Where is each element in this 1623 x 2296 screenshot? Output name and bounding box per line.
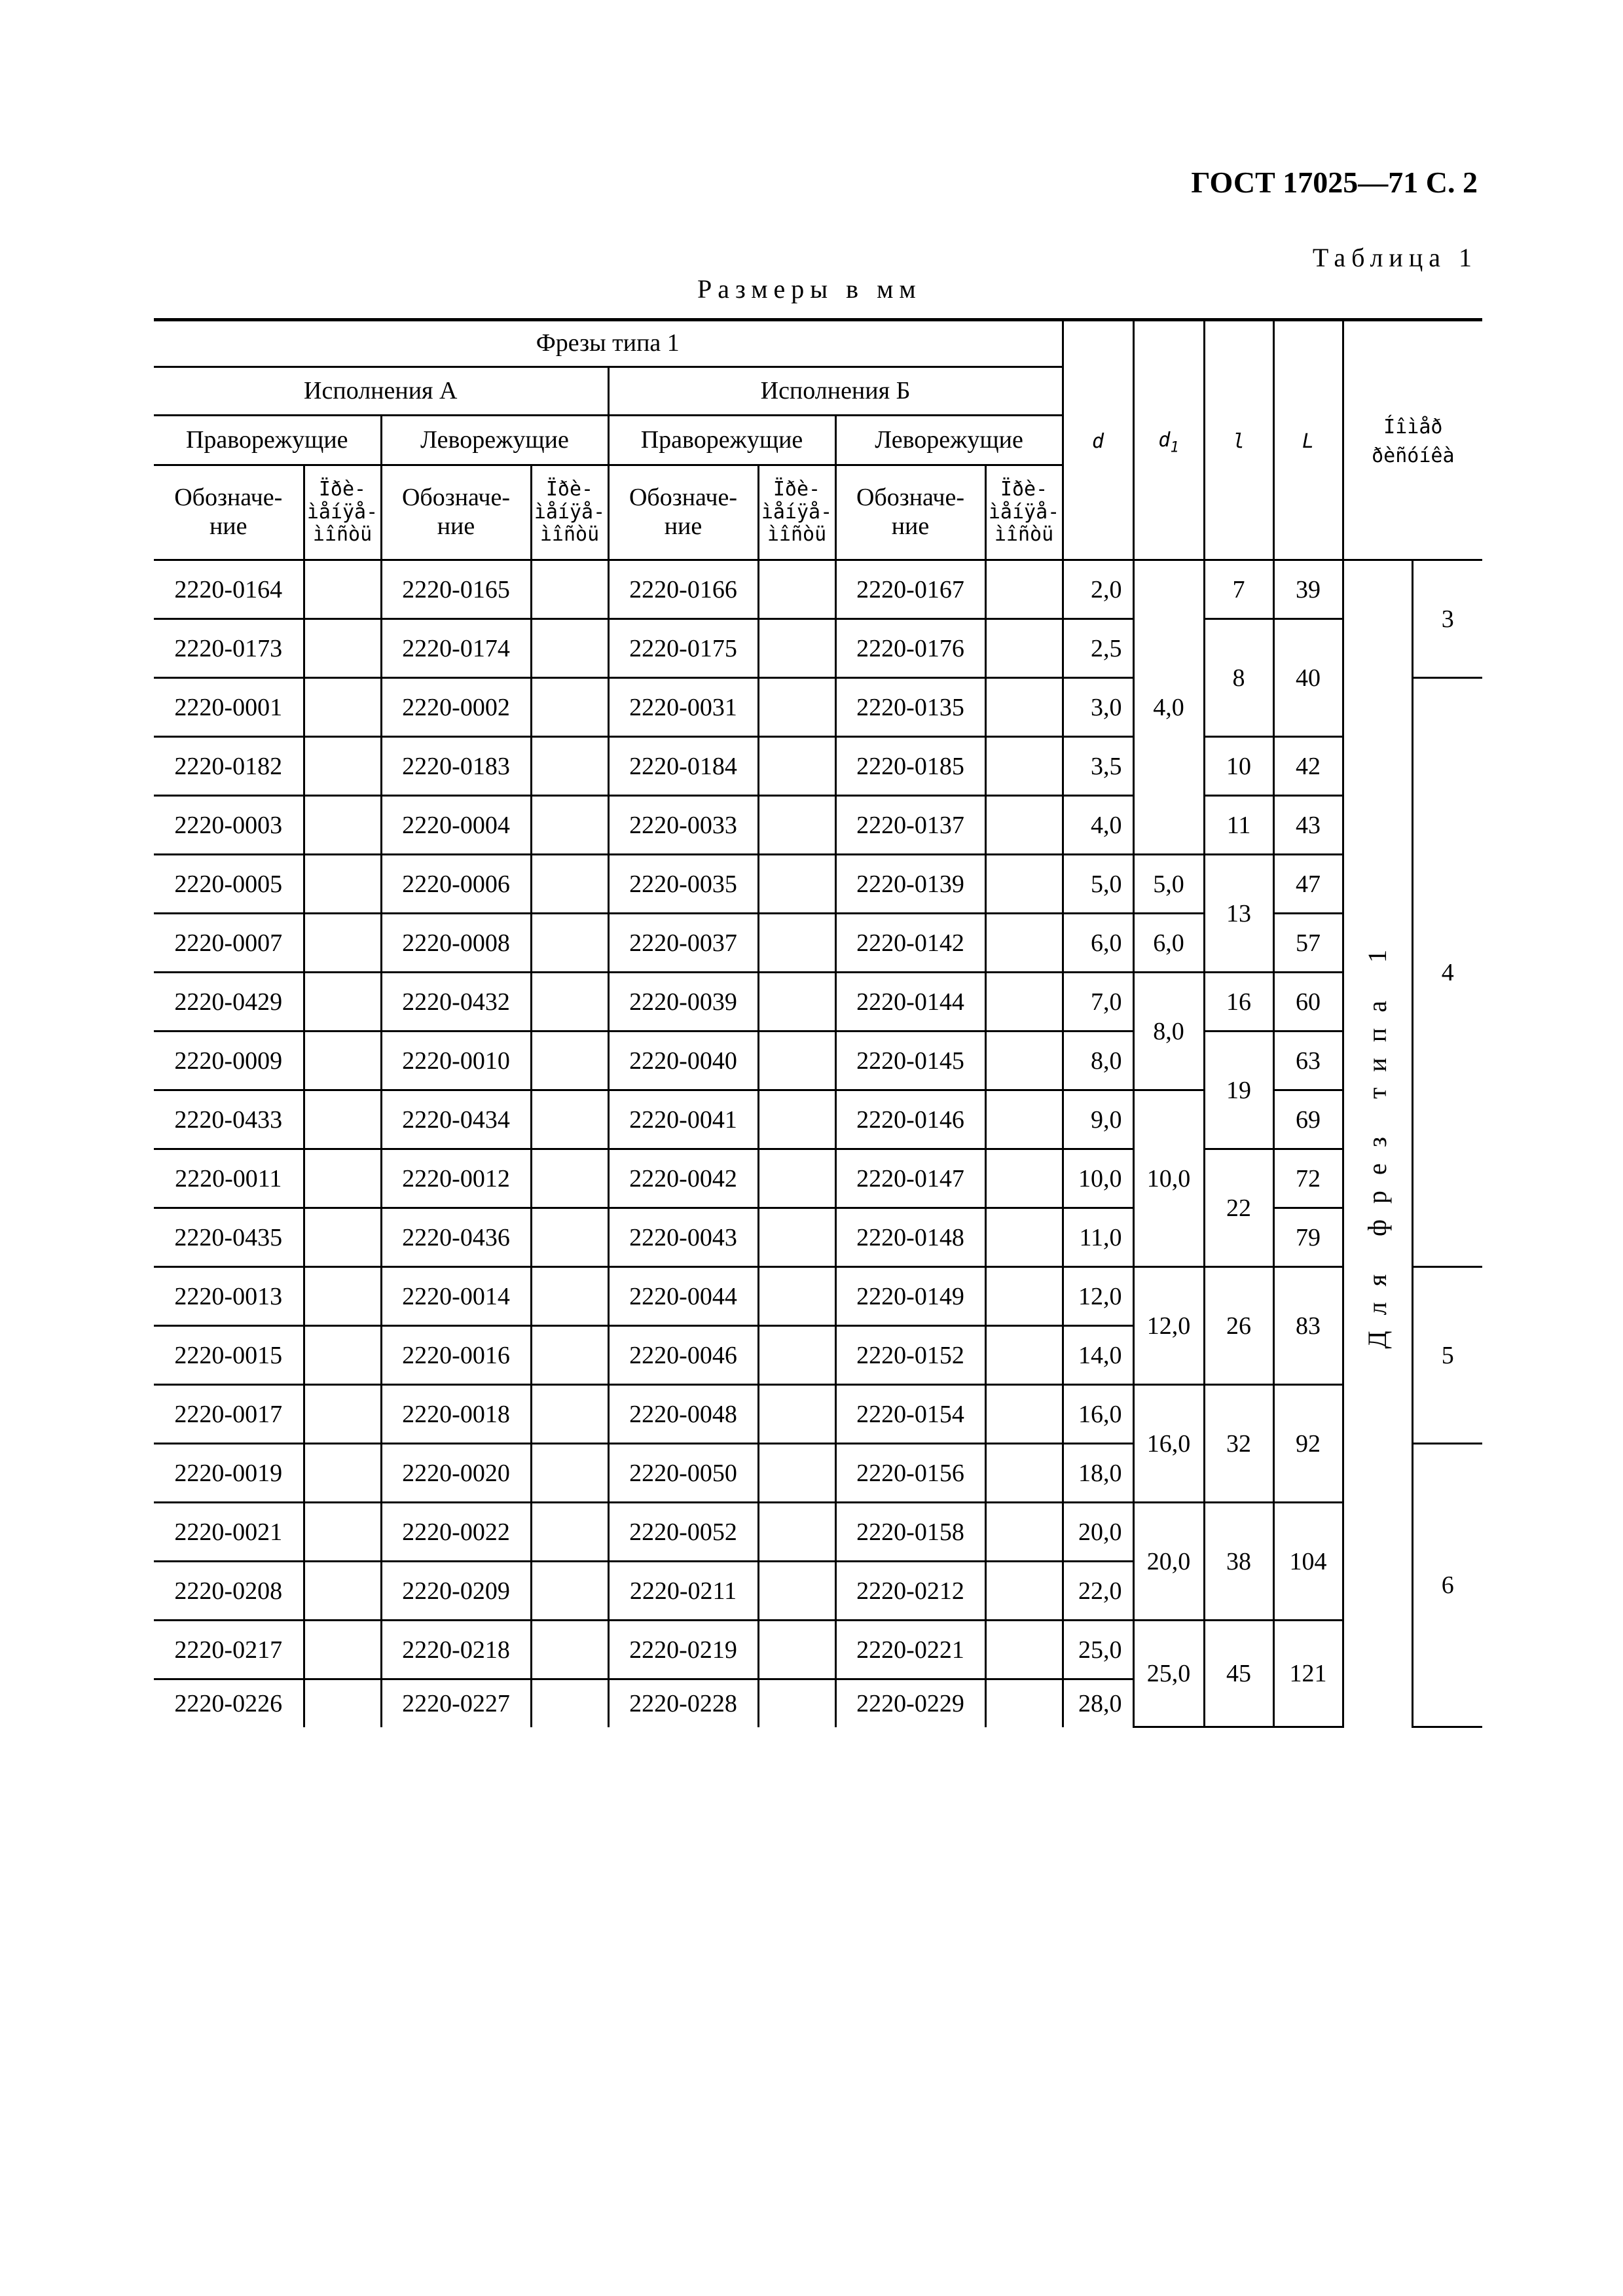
designation-cell: 2220-0429 — [154, 973, 304, 1031]
designation-cell: 2220-0217 — [154, 1621, 304, 1679]
col-L-symbol: L — [1302, 429, 1315, 453]
designation-cell: 2220-0212 — [835, 1562, 985, 1621]
designation-cell: 2220-0182 — [154, 737, 304, 796]
applicability-cell — [985, 1267, 1063, 1326]
table-row — [154, 1621, 1482, 1679]
designation-cell: 2220-0007 — [154, 914, 304, 973]
figure-number-cell: 5 — [1412, 1267, 1482, 1444]
group-title-cell: Фрезы типа 1 — [154, 320, 1063, 367]
L-value-cell: 57 — [1273, 914, 1343, 973]
applicability-cell — [304, 1208, 381, 1267]
applicability-cell — [758, 1031, 835, 1090]
applicability-cell — [531, 1385, 608, 1444]
designation-cell: 2220-0218 — [381, 1621, 531, 1679]
applicability-header: Ïðè- ìåíÿå- ìîñòü — [531, 465, 608, 560]
designation-cell: 2220-0008 — [381, 914, 531, 973]
applicability-cell — [985, 619, 1063, 678]
l-value-cell: 11 — [1204, 796, 1273, 855]
applicability-cell — [758, 678, 835, 737]
dimensions-table — [154, 318, 1482, 1728]
designation-cell: 2220-0015 — [154, 1326, 304, 1385]
d-value-cell: 18,0 — [1063, 1444, 1133, 1503]
applicability-cell — [985, 1444, 1063, 1503]
applicability-cell — [758, 737, 835, 796]
exec-a-left-cut-header: Леворежущие — [381, 416, 608, 465]
d1-value-cell: 12,0 — [1133, 1267, 1204, 1385]
applicability-cell — [304, 1326, 381, 1385]
designation-cell: 2220-0006 — [381, 855, 531, 914]
table-row — [154, 619, 1482, 678]
designation-cell: 2220-0002 — [381, 678, 531, 737]
applicability-cell — [758, 1208, 835, 1267]
col-d-header — [1063, 320, 1133, 560]
applicability-cell — [758, 1267, 835, 1326]
applicability-cell — [758, 1326, 835, 1385]
exec-b-left-cut-header: Леворежущие — [835, 416, 1063, 465]
designation-header: Обозначе- ние — [154, 465, 304, 560]
applicability-cell — [304, 1562, 381, 1621]
designation-cell: 2220-0004 — [381, 796, 531, 855]
table-row — [154, 914, 1482, 973]
designation-cell: 2220-0135 — [835, 678, 985, 737]
l-value-cell: 13 — [1204, 855, 1273, 973]
applicability-cell — [758, 796, 835, 855]
designation-cell: 2220-0043 — [608, 1208, 758, 1267]
page-header-standard: ГОСТ 17025—71 С. 2 — [1191, 166, 1478, 199]
d1-value-cell: 4,0 — [1133, 560, 1204, 855]
applicability-cell — [985, 1031, 1063, 1090]
d-value-cell: 10,0 — [1063, 1149, 1133, 1208]
designation-cell: 2220-0211 — [608, 1562, 758, 1621]
applicability-cell — [985, 1503, 1063, 1562]
L-value-cell: 72 — [1273, 1149, 1343, 1208]
designation-cell: 2220-0022 — [381, 1503, 531, 1562]
designation-cell: 2220-0167 — [835, 560, 985, 619]
applicability-cell — [304, 1267, 381, 1326]
d-value-cell: 16,0 — [1063, 1385, 1133, 1444]
applicability-cell — [304, 560, 381, 619]
L-value-cell: 43 — [1273, 796, 1343, 855]
units-label: Размеры в мм — [697, 274, 922, 304]
applicability-cell — [531, 1562, 608, 1621]
applicability-cell — [531, 560, 608, 619]
applicability-cell — [985, 1621, 1063, 1679]
designation-cell: 2220-0174 — [381, 619, 531, 678]
table-row — [154, 560, 1482, 619]
applicability-cell — [531, 1679, 608, 1727]
col-d-symbol: d — [1092, 429, 1104, 453]
applicability-cell — [531, 1208, 608, 1267]
d1-value-cell: 10,0 — [1133, 1090, 1204, 1267]
col-L-header — [1273, 320, 1343, 560]
designation-cell: 2220-0226 — [154, 1679, 304, 1727]
applicability-cell — [985, 1326, 1063, 1385]
col-figure-label: Íîìåð ðèñóíêà — [1372, 415, 1455, 467]
d-value-cell: 3,5 — [1063, 737, 1133, 796]
applicability-cell — [531, 1444, 608, 1503]
l-value-cell: 19 — [1204, 1031, 1273, 1149]
exec-b-right-cut-header: Праворежущие — [608, 416, 835, 465]
d-value-cell: 5,0 — [1063, 855, 1133, 914]
designation-cell: 2220-0166 — [608, 560, 758, 619]
designation-cell: 2220-0432 — [381, 973, 531, 1031]
designation-cell: 2220-0012 — [381, 1149, 531, 1208]
applicability-cell — [531, 1503, 608, 1562]
l-value-cell: 45 — [1204, 1621, 1273, 1727]
applicability-cell — [985, 1385, 1063, 1444]
table-row — [154, 973, 1482, 1031]
d-value-cell: 2,0 — [1063, 560, 1133, 619]
applicability-cell — [304, 973, 381, 1031]
applicability-cell — [531, 973, 608, 1031]
vertical-note-cell — [1343, 560, 1412, 1727]
L-value-cell: 63 — [1273, 1031, 1343, 1090]
col-d1-symbol: d — [1158, 428, 1171, 452]
exec-a-right-cut-header: Праворежущие — [154, 416, 381, 465]
designation-cell: 2220-0208 — [154, 1562, 304, 1621]
designation-cell: 2220-0033 — [608, 796, 758, 855]
applicability-cell — [304, 1621, 381, 1679]
applicability-cell — [304, 914, 381, 973]
designation-cell: 2220-0014 — [381, 1267, 531, 1326]
designation-cell: 2220-0436 — [381, 1208, 531, 1267]
L-value-cell: 39 — [1273, 560, 1343, 619]
dimensions-table-wrapper — [154, 318, 1480, 1745]
d-value-cell: 4,0 — [1063, 796, 1133, 855]
table-row — [154, 737, 1482, 796]
designation-cell: 2220-0173 — [154, 619, 304, 678]
figure-number-cell: 6 — [1412, 1444, 1482, 1727]
d1-value-cell: 16,0 — [1133, 1385, 1204, 1503]
designation-cell: 2220-0148 — [835, 1208, 985, 1267]
d-value-cell: 7,0 — [1063, 973, 1133, 1031]
designation-cell: 2220-0145 — [835, 1031, 985, 1090]
d1-value-cell: 8,0 — [1133, 973, 1204, 1090]
designation-cell: 2220-0221 — [835, 1621, 985, 1679]
applicability-cell — [304, 1385, 381, 1444]
applicability-cell — [758, 560, 835, 619]
designation-cell: 2220-0041 — [608, 1090, 758, 1149]
designation-cell: 2220-0016 — [381, 1326, 531, 1385]
designation-cell: 2220-0158 — [835, 1503, 985, 1562]
applicability-cell — [758, 1444, 835, 1503]
designation-cell: 2220-0040 — [608, 1031, 758, 1090]
designation-cell: 2220-0435 — [154, 1208, 304, 1267]
d-value-cell: 2,5 — [1063, 619, 1133, 678]
designation-cell: 2220-0009 — [154, 1031, 304, 1090]
designation-cell: 2220-0164 — [154, 560, 304, 619]
col-d1-header — [1133, 320, 1204, 560]
applicability-cell — [531, 619, 608, 678]
table-row — [154, 1090, 1482, 1149]
applicability-cell — [985, 796, 1063, 855]
applicability-header: Ïðè- ìåíÿå- ìîñòü — [758, 465, 835, 560]
applicability-cell — [985, 973, 1063, 1031]
table-row — [154, 1385, 1482, 1444]
l-value-cell: 26 — [1204, 1267, 1273, 1385]
d-value-cell: 12,0 — [1063, 1267, 1133, 1326]
figure-number-cell: 3 — [1412, 560, 1482, 678]
L-value-cell: 69 — [1273, 1090, 1343, 1149]
applicability-cell — [304, 1444, 381, 1503]
L-value-cell: 83 — [1273, 1267, 1343, 1385]
applicability-cell — [531, 678, 608, 737]
applicability-header: Ïðè- ìåíÿå- ìîñòü — [304, 465, 381, 560]
designation-header: Обозначе- ние — [835, 465, 985, 560]
applicability-cell — [304, 1149, 381, 1208]
applicability-cell — [304, 1090, 381, 1149]
table-row — [154, 1503, 1482, 1562]
d1-value-cell: 20,0 — [1133, 1503, 1204, 1621]
applicability-cell — [531, 1621, 608, 1679]
d-value-cell: 28,0 — [1063, 1679, 1133, 1727]
l-value-cell: 10 — [1204, 737, 1273, 796]
designation-cell: 2220-0046 — [608, 1326, 758, 1385]
applicability-cell — [758, 1385, 835, 1444]
designation-cell: 2220-0005 — [154, 855, 304, 914]
designation-cell: 2220-0176 — [835, 619, 985, 678]
L-value-cell: 40 — [1273, 619, 1343, 737]
d-value-cell: 6,0 — [1063, 914, 1133, 973]
d-value-cell: 8,0 — [1063, 1031, 1133, 1090]
applicability-cell — [985, 737, 1063, 796]
designation-cell: 2220-0031 — [608, 678, 758, 737]
d1-value-cell: 6,0 — [1133, 914, 1204, 973]
applicability-cell — [531, 1031, 608, 1090]
d-value-cell: 20,0 — [1063, 1503, 1133, 1562]
l-value-cell: 16 — [1204, 973, 1273, 1031]
applicability-cell — [758, 619, 835, 678]
designation-cell: 2220-0035 — [608, 855, 758, 914]
designation-cell: 2220-0147 — [835, 1149, 985, 1208]
L-value-cell: 79 — [1273, 1208, 1343, 1267]
designation-header: Обозначе- ние — [608, 465, 758, 560]
vertical-note-text: Для фрез типа 1 — [1362, 934, 1393, 1350]
designation-cell: 2220-0227 — [381, 1679, 531, 1727]
designation-cell: 2220-0146 — [835, 1090, 985, 1149]
applicability-cell — [304, 678, 381, 737]
applicability-cell — [531, 914, 608, 973]
designation-header: Обозначе- ние — [381, 465, 531, 560]
applicability-cell — [304, 619, 381, 678]
table-row — [154, 1208, 1482, 1267]
applicability-cell — [304, 1679, 381, 1727]
designation-cell: 2220-0003 — [154, 796, 304, 855]
applicability-cell — [531, 1267, 608, 1326]
col-figure-header — [1343, 320, 1482, 560]
applicability-cell — [531, 1149, 608, 1208]
designation-cell: 2220-0050 — [608, 1444, 758, 1503]
figure-number-cell: 4 — [1412, 678, 1482, 1267]
designation-cell: 2220-0144 — [835, 973, 985, 1031]
exec-b-header: Исполнения Б — [608, 367, 1063, 416]
designation-cell: 2220-0228 — [608, 1679, 758, 1727]
applicability-cell — [758, 1149, 835, 1208]
table-row — [154, 1267, 1482, 1326]
L-value-cell: 92 — [1273, 1385, 1343, 1503]
designation-cell: 2220-0001 — [154, 678, 304, 737]
designation-cell: 2220-0209 — [381, 1562, 531, 1621]
designation-cell: 2220-0156 — [835, 1444, 985, 1503]
applicability-cell — [985, 1149, 1063, 1208]
L-value-cell: 104 — [1273, 1503, 1343, 1621]
applicability-cell — [758, 1090, 835, 1149]
l-value-cell: 8 — [1204, 619, 1273, 737]
designation-cell: 2220-0229 — [835, 1679, 985, 1727]
designation-cell: 2220-0020 — [381, 1444, 531, 1503]
applicability-cell — [985, 855, 1063, 914]
designation-cell: 2220-0142 — [835, 914, 985, 973]
designation-cell: 2220-0039 — [608, 973, 758, 1031]
designation-cell: 2220-0044 — [608, 1267, 758, 1326]
d-value-cell: 14,0 — [1063, 1326, 1133, 1385]
applicability-cell — [304, 737, 381, 796]
designation-cell: 2220-0139 — [835, 855, 985, 914]
designation-cell: 2220-0011 — [154, 1149, 304, 1208]
designation-cell: 2220-0165 — [381, 560, 531, 619]
applicability-cell — [531, 796, 608, 855]
l-value-cell: 32 — [1204, 1385, 1273, 1503]
d-value-cell: 22,0 — [1063, 1562, 1133, 1621]
d-value-cell: 9,0 — [1063, 1090, 1133, 1149]
designation-cell: 2220-0433 — [154, 1090, 304, 1149]
applicability-cell — [985, 1562, 1063, 1621]
table-row — [154, 855, 1482, 914]
table-body — [154, 560, 1482, 1727]
designation-cell: 2220-0175 — [608, 619, 758, 678]
d1-value-cell: 25,0 — [1133, 1621, 1204, 1727]
applicability-cell — [985, 914, 1063, 973]
table-row — [154, 1149, 1482, 1208]
applicability-cell — [304, 855, 381, 914]
designation-cell: 2220-0048 — [608, 1385, 758, 1444]
applicability-cell — [531, 1090, 608, 1149]
L-value-cell: 60 — [1273, 973, 1343, 1031]
col-l-header — [1204, 320, 1273, 560]
designation-cell: 2220-0019 — [154, 1444, 304, 1503]
d-value-cell: 11,0 — [1063, 1208, 1133, 1267]
designation-cell: 2220-0183 — [381, 737, 531, 796]
exec-a-header: Исполнения А — [154, 367, 608, 416]
designation-cell: 2220-0018 — [381, 1385, 531, 1444]
applicability-cell — [304, 1503, 381, 1562]
applicability-cell — [304, 796, 381, 855]
designation-cell: 2220-0185 — [835, 737, 985, 796]
designation-cell: 2220-0021 — [154, 1503, 304, 1562]
applicability-cell — [758, 973, 835, 1031]
applicability-cell — [304, 1031, 381, 1090]
applicability-cell — [531, 855, 608, 914]
applicability-cell — [985, 1208, 1063, 1267]
applicability-cell — [531, 737, 608, 796]
l-value-cell: 22 — [1204, 1149, 1273, 1267]
designation-cell: 2220-0017 — [154, 1385, 304, 1444]
applicability-cell — [758, 914, 835, 973]
applicability-cell — [758, 855, 835, 914]
applicability-cell — [985, 678, 1063, 737]
applicability-cell — [758, 1503, 835, 1562]
applicability-cell — [985, 560, 1063, 619]
designation-cell: 2220-0042 — [608, 1149, 758, 1208]
table-row — [154, 1031, 1482, 1090]
table-row — [154, 796, 1482, 855]
designation-cell: 2220-0149 — [835, 1267, 985, 1326]
applicability-cell — [531, 1326, 608, 1385]
designation-cell: 2220-0013 — [154, 1267, 304, 1326]
applicability-cell — [758, 1679, 835, 1727]
applicability-header: Ïðè- ìåíÿå- ìîñòü — [985, 465, 1063, 560]
table-head — [154, 320, 1482, 560]
col-d1-subscript: 1 — [1170, 439, 1179, 456]
designation-cell: 2220-0154 — [835, 1385, 985, 1444]
designation-cell: 2220-0052 — [608, 1503, 758, 1562]
l-value-cell: 38 — [1204, 1503, 1273, 1621]
l-value-cell: 7 — [1204, 560, 1273, 619]
table-label: Таблица 1 — [1312, 243, 1478, 272]
designation-cell: 2220-0152 — [835, 1326, 985, 1385]
applicability-cell — [758, 1621, 835, 1679]
applicability-cell — [758, 1562, 835, 1621]
designation-cell: 2220-0010 — [381, 1031, 531, 1090]
d-value-cell: 3,0 — [1063, 678, 1133, 737]
applicability-cell — [985, 1679, 1063, 1727]
L-value-cell: 121 — [1273, 1621, 1343, 1727]
d1-value-cell: 5,0 — [1133, 855, 1204, 914]
designation-cell: 2220-0219 — [608, 1621, 758, 1679]
designation-cell: 2220-0037 — [608, 914, 758, 973]
d-value-cell: 25,0 — [1063, 1621, 1133, 1679]
designation-cell: 2220-0434 — [381, 1090, 531, 1149]
col-l-symbol: l — [1233, 429, 1245, 453]
L-value-cell: 47 — [1273, 855, 1343, 914]
designation-cell: 2220-0184 — [608, 737, 758, 796]
L-value-cell: 42 — [1273, 737, 1343, 796]
designation-cell: 2220-0137 — [835, 796, 985, 855]
applicability-cell — [985, 1090, 1063, 1149]
